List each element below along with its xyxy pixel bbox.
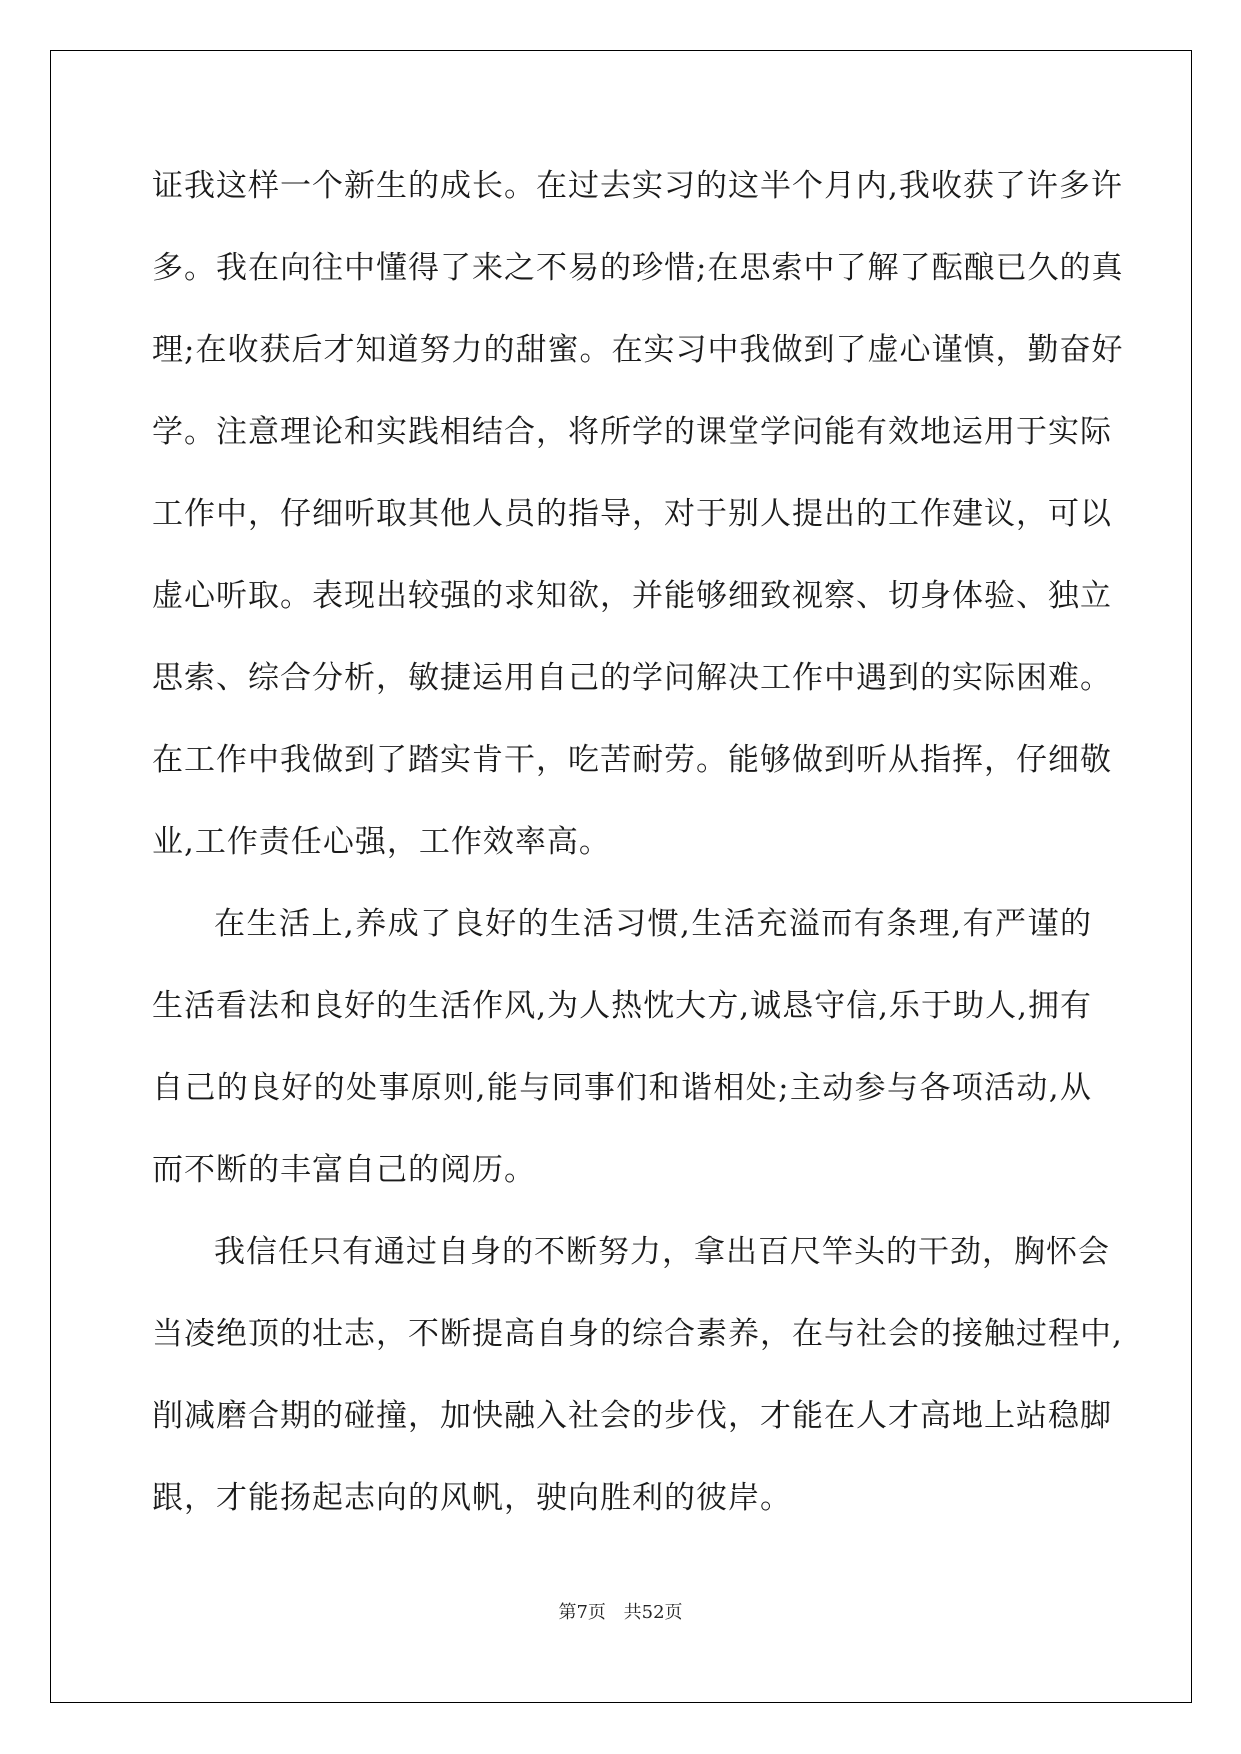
text-line: 工作中，仔细听取其他人员的指导，对于别人提出的工作建议，可以 bbox=[152, 496, 1112, 532]
text-line: 思索、综合分析，敏捷运用自己的学问解决工作中遇到的实际困难。 bbox=[152, 660, 1112, 696]
text-line: 自己的良好的处事原则,能与同事们和谐相处;主动参与各项活动,从 bbox=[152, 1070, 1092, 1106]
text-line: 业,工作责任心强，工作效率高。 bbox=[152, 824, 611, 860]
text-line: 当凌绝顶的壮志，不断提高自身的综合素养，在与社会的接触过程中, bbox=[152, 1316, 1123, 1352]
text-line: 跟，才能扬起志向的风帆，驶向胜利的彼岸。 bbox=[152, 1480, 792, 1516]
text-line: 多。我在向往中懂得了来之不易的珍惜;在思索中了解了酝酿已久的真 bbox=[152, 250, 1124, 286]
text-line: 虚心听取。表现出较强的求知欲，并能够细致视察、切身体验、独立 bbox=[152, 578, 1112, 614]
text-line: 在工作中我做到了踏实肯干，吃苦耐劳。能够做到听从指挥，仔细敬 bbox=[152, 742, 1112, 778]
text-line: 生活看法和良好的生活作风,为人热忱大方,诚恳守信,乐于助人,拥有 bbox=[152, 988, 1092, 1024]
text-line: 证我这样一个新生的成长。在过去实习的这半个月内,我收获了许多许 bbox=[152, 168, 1123, 204]
paragraph-2 bbox=[152, 898, 1092, 1226]
text-line: 理;在收获后才知道努力的甜蜜。在实习中我做到了虚心谨慎，勤奋好 bbox=[152, 332, 1124, 368]
text-line: 削减磨合期的碰撞，加快融入社会的步伐，才能在人才高地上站稳脚 bbox=[152, 1398, 1112, 1434]
paragraph-1 bbox=[152, 160, 1124, 898]
paragraph-3 bbox=[152, 1226, 1123, 1554]
document-body bbox=[152, 160, 1124, 1554]
page-footer bbox=[0, 1598, 1241, 1624]
page-number: 第7页 bbox=[558, 1602, 606, 1623]
text-line: 在生活上,养成了良好的生活习惯,生活充溢而有条理,有严谨的 bbox=[214, 906, 1092, 942]
page-total: 共52页 bbox=[623, 1602, 683, 1623]
text-line: 学。注意理论和实践相结合，将所学的课堂学问能有效地运用于实际 bbox=[152, 414, 1112, 450]
text-line: 而不断的丰富自己的阅历。 bbox=[152, 1152, 536, 1188]
text-line: 我信任只有通过自身的不断努力，拿出百尺竿头的干劲，胸怀会 bbox=[214, 1234, 1110, 1270]
